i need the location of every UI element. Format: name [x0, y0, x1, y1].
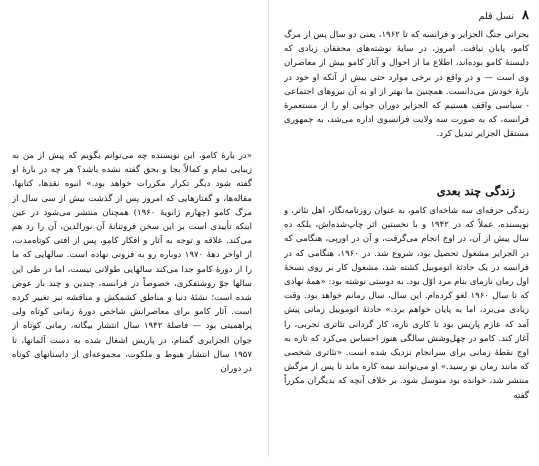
page-number: ۸	[522, 8, 529, 23]
page-gutter	[268, 0, 269, 457]
body-paragraph: «در بارهٔ کامو، این نویسنده چه می‌توانم بگویم که پیش از من به زیبایی تمام و کمالاً بجا و بحق گفته نشده باشد؟ هر چه در بارهٔ او گفته شود دیگر تکرار مکررات خواهد بود.» انبوه نقدها، کتابها، مقاله‌ها، و گفتارهایی که امروز پس از گذشت بیش از سی سال از مرگ کامو (چهارم ژانویهٔ ۱۹۶۰) همچنان منتشر می‌شود در عین اینکه تأییدی است بر این سخن فروتنانهٔ آن نورالدین، آن را رد هم می‌کند. علاقه و توجه به آثار و افکار کامو، پس از افتی کوتاه‌مدت، از اواخر دههٔ ۱۹۷۰ دوباره رو به فزونی نهاده است. سالهایی که ما را از دورهٔ کامو جدا می‌کند سالهایی طولانی نیست، اما در طی این سالها جوّ روشنفکری، خصوصاً در فرانسه، چندین و چند بار عوض شده است؛ نشئهٔ دنیا و مناطق کشمکش و مناقشه نیز تغییر کرده است. آثار کامو برای معاصرانش شاخص دورهٔ زمانی کوتاه ولی پراهمیتی بود — فاصلهٔ ۱۹۴۲ سال انتشار بیگانه، رمانی کوتاه از جوان الجزایری گمنام، در پاریس اشغال شده به دست آلمانها، تا ۱۹۵۷ سال انتشار هبوط و ملکوت، مجموعه‌ای از داستانهای کوتاه در دوران	[12, 151, 252, 375]
body-paragraph: بحرانی جنگ الجزایر و فرانسه که تا ۱۹۶۲، یعنی دو سال پس از مرگ کامو، پایان نیافت. امروز، در سایهٔ نوشته‌های محققان زیادی که دلبستهٔ کامو بوده‌اند، اطلاع ما از احوال و آثار کامو بیش از معاصران وی است — و در واقع در برخی موارد حتی بیش از آنکه او خود در بارهٔ خودش می‌دانست. همچنین ما بهتر از او به آن نیروهای اجتماعی - سیاسی واقف هستیم که الجزایر دوران جوانی او را از مستعمرهٔ فرانسه، که به صورت سه ولایت فرانسوی اداره می‌شد، به جمهوری مستقل الجزایر تبدیل کرد.	[284, 30, 529, 140]
left-page	[0, 0, 262, 457]
section-heading: زندگی چند بعدی	[436, 184, 515, 198]
body-paragraph: زندگی حرفه‌ای سه شاخه‌ای کامو، به عنوان روزنامه‌نگار، اهل تئاتر، و نویسنده، عملاً که در ۱۹۴۲ و با نخستین اثر چاپ‌شده‌اش، بلکه ده سال پیش از آن، در اوج انجام می‌گرفت، و آن در اورپی، هنگامی که در الجزایر مشغول تحصیل بود، شروع شد. در ۱۹۶۰، هنگامی که در فرانسه در یک حادثهٔ اتوموبیل کشته شد، مشغول کار بر روی نسخهٔ اول رمان نازمای بنام مرد اوّل بود. به دوستی نوشته بود: «همهٔ نهادی که تا سال ۱۹۶۰ لغو کرده‌ام. این سال، سال رمانم خواهد بود. وقت زیادی می‌برد، اما به پایان خواهم برد.» حادثهٔ اتوموبیل زمانی پیش آمد که عازم پاریس بود تا کاری تازه، کار گردانی تئاتری تجربی، را آغاز کند. کامو در چهل‌وشش سالگی هنوز احساس می‌کرد که تازه به اوج نقطهٔ زمانی برای سرانجام نزدیک شده است. «تئاتری شخصی که مانند رمان نو رسید.» او می‌توانند نیمه کاره ماند تا پس از مرگش منتشر شد، خوانده بود متوسل شود. بر خلاف آنچه که بدیگران مکرراً گفته	[284, 206, 529, 401]
running-head: نسل قلم	[478, 11, 515, 22]
right-page	[278, 0, 539, 457]
page-header	[284, 8, 529, 24]
